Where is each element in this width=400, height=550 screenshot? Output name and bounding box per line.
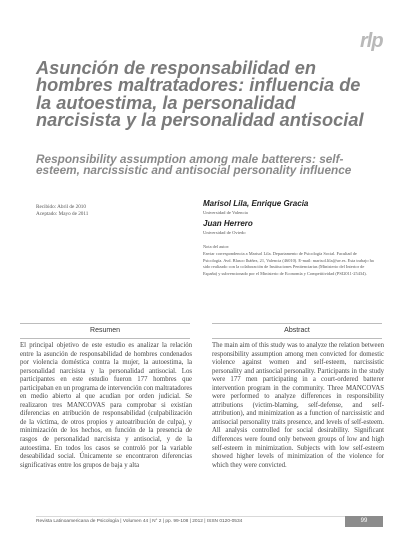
author-affiliation: Universidad de Valencia <box>203 210 248 215</box>
author-affiliation: Universidad de Oviedo <box>203 230 246 235</box>
received-date: Recibido: Abril de 2010 <box>36 204 86 210</box>
journal-logo: rlp <box>360 30 383 52</box>
abstract-heading: Abstract <box>212 323 382 339</box>
resumen-heading: Resumen <box>20 323 190 339</box>
accepted-date: Aceptado: Mayo de 2011 <box>36 211 89 217</box>
resumen-text: El principal objetivo de este estudio es analizar la relación entre la asunción de responsabilidad de hombres condenados por violencia doméstica contra la mujer, la autoestima, la personalidad narcisista y la personalidad antisocial. Los participantes en este estudio fueron 177 hombres que participaban en un programa de intervención con maltratadores en medio abierto al que acudían por orden judicial. Se realizaron tres MANCOVAS para comprobar si existían diferencias en atribución de responsabilidad (culpabilización de la víctima, de otros propios y autoatribución de culpa), y minimización de los hechos, en función de la presencia de rasgos de personalidad narcisista y antisocial, y de la autoestima. En todos los casos se controló por la variable deseabilidad social. Únicamente se encontraron diferencias significativas entre los grupos de baja y alta <box>20 342 192 469</box>
author-note-text: Enviar correspondencia a Marisol Lila. Departamento de Psicología Social. Facultad de Psicología. Avd. Blasco Ibáñez, 21, Valencia (46010). E-mail: marisol.lila@uv.es. Esta trabajo ha sido realizado con la colaboración de Instituciones Penitenciarias (Ministerio del Interior de España) y subvencionado por el Ministerio de Economía y Competitividad (PSI2011-25434). <box>203 251 374 276</box>
abstract-text: The main aim of this study was to analyze the relation between responsibility assumption among men convicted for domestic violence against women and self-esteem, narcissistic personality and antisocial personality. Participants in the study were 177 men participating in a court-ordered batterer intervention program in the community. Three MANCOVAS were performed to analyze differences in responsibility attributions (victim-blaming, self-defense, and self-attribution), and minimization as a function of narcissistic and antisocial personality traits presence, and levels of self-esteem. All analysis controlled for social desirability. Significant differences were found only between groups of low and high self-esteem in minimization. Subjects with low self-esteem showed higher levels of minimization of the violence for which they were convicted. <box>212 342 384 469</box>
author-name: Marisol Lila, Enrique Gracia <box>203 199 309 208</box>
author-note-heading: Nota del autor: <box>203 244 230 249</box>
author-block <box>203 199 373 239</box>
author-name: Juan Herrero <box>203 219 253 228</box>
page-number: 99 <box>345 516 383 527</box>
author-note <box>203 244 375 277</box>
article-dates <box>36 204 156 218</box>
article-title-spanish: Asunción de responsabilidad en hombres maltratadores: influencia de la autoestima, la personalidad narcisista y la personalidad antisocial <box>36 58 364 131</box>
article-title-english: Responsibility assumption among male batterers: self-esteem, narcissistic and antisocial personality influence <box>36 152 352 177</box>
footer-citation: Revista Latinoamericana de Psicología | Volumen 44 | N° 2 | pp. 99-108 | 2012 | ISSN 0120-0534 <box>36 519 243 524</box>
